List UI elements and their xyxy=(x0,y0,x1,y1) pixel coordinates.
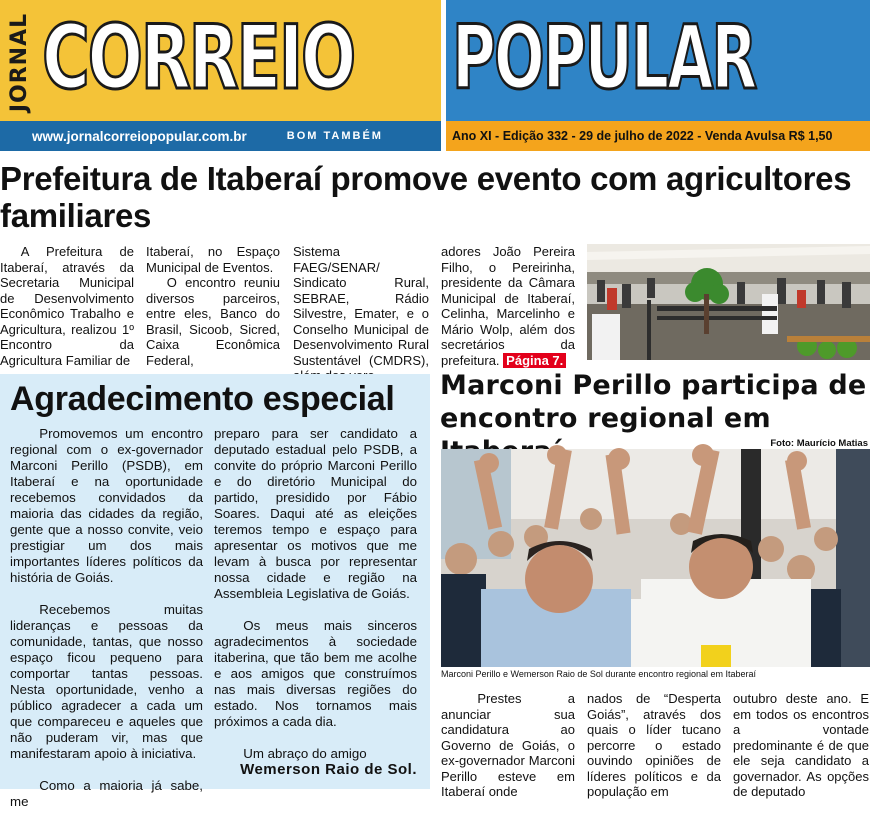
story1-column-3: Sistema FAEG/SENAR/ Sindicato Rural, SEBRAE, Rádio Silvestre, Emater, e o Conselho Municipal de Desenvolvimento Rural Sustentável (CMDRS), xyxy=(293,244,429,368)
event-hall-image xyxy=(587,244,870,360)
slogan: BOM TAMBÉM xyxy=(286,130,383,142)
page-reference-badge[interactable]: Página 7. xyxy=(503,353,566,368)
box-headline: Agradecimento especial xyxy=(10,380,395,418)
event-hall-photo xyxy=(587,244,870,360)
story2-headline: Marconi Perillo participa de encontro regional em xyxy=(440,370,867,434)
masthead-word-correio: CORREIO xyxy=(42,6,354,109)
story1-column-1: A Prefeitura de Itaberaí, através da Secretaria Municipal de Desenvolvimento Econômico Trabalho e Agricultura, realizou 1º Encontro da Agricultura Familiar de xyxy=(0,244,134,368)
story1-column-2: Itaberaí, no Espaço Municipal de Eventos. O encontro reuniu diversos parceiros, entre eles, Banco do Brasil, Sicoob, Sicred, Caixa Econômica Federal, xyxy=(146,244,280,368)
box-column-left: Promovemos um encontro regional com o ex-governador Marconi Perillo (PSDB), em Itaberaí e na oportunidade recebemos convidados da maioria das cidades da região, gente que a nosso convite, veio prestigiar um dos mais importantes líderes políticos da história de Goiás. Recebemos muitas lideranças e pessoas da comunidade, tantas, que nosso espaço ficou pequeno para comportar tantas pessoas. Nesta oportunidade, venho a público agradecer a cada um que compareceu e aqueles que não puderam vir, mas que manifestaram apoio à iniciativa. Como a maioria já sabe, me xyxy=(10,426,203,809)
masthead-logo-left xyxy=(0,0,441,121)
story2-column-2: nados de “Desperta Goiás”, através dos quais o líder tucano percorre o estado ouvindo opiniões de líderes políticos e da população em xyxy=(587,691,721,799)
masthead-url-bar xyxy=(0,121,441,151)
box-signature: Wemerson Raio de Sol. xyxy=(240,761,417,778)
box-column-right: preparo para ser candidato a deputado estadual pelo PSDB, a convite do próprio Marconi Perillo e do diretório Municipal do partido, presidido por Fábio Soares. Daqui até as eleições teremos tempo e espaço para apresentar os motivos que me levam à busca por representar nossa cidade e região na Assembleia Legislativa de Goiás. Os meus mais sinceros agradecimentos à sociedade itaberina, que tão bem me acolhe e aos amigos que construímos nas mais diversas regiões do estado. Nos tornamos mais próximos a cada dia. Um abraço do amigo Wemerson Raio de Sol. xyxy=(214,426,417,778)
website-url[interactable]: www.jornalcorreiopopular.com.br xyxy=(32,128,247,144)
photo-caption: Marconi Perillo e Wemerson Raio de Sol durante encontro regional em Itaberaí xyxy=(441,669,756,679)
masthead-word-popular: POPULAR xyxy=(452,6,756,109)
masthead-edition-bar xyxy=(446,121,870,151)
rally-photo xyxy=(441,449,870,667)
rally-image xyxy=(441,449,870,667)
story2-column-1: Prestes a anunciar sua candidatura ao Governo de Goiás, o ex-governador Marconi Perillo esteve em Itaberaí onde xyxy=(441,691,575,799)
story1-headline: Prefeitura de Itaberaí promove evento com agricultores familiares xyxy=(0,160,852,234)
masthead-jornal-label: JORNAL xyxy=(7,12,33,112)
edition-info: Ano XI - Edição 332 - 29 de julho de 2022 - Venda Avulsa R$ 1,50 xyxy=(452,129,833,143)
story2-column-3: outubro deste ano. E em todos os encontros a vontade predominante é de que ele seja candidato a governador. As opções de deputado xyxy=(733,691,869,799)
masthead xyxy=(0,0,876,154)
photo-credit: Foto: Maurício Matias xyxy=(770,438,868,449)
story1-column-4: adores João Pereira Filho, o Pereirinha, presidente da Câmara Municipal de Itaberaí, Celinha, Marcelinho e Mário Wolp, além dos secretários da prefeitura. Página 7. xyxy=(441,244,575,368)
